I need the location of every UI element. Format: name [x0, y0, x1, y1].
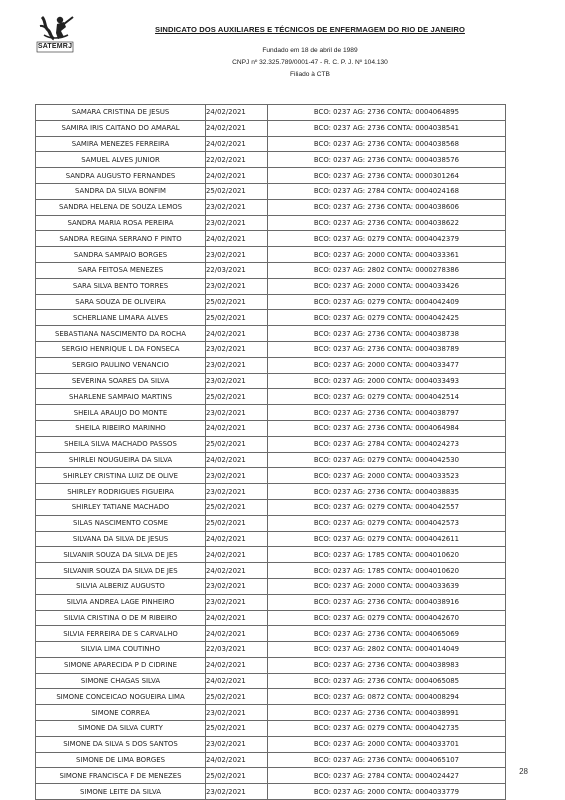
table-row	[36, 673, 506, 689]
table-row	[36, 326, 506, 342]
date-cell: 25/02/2021	[206, 183, 268, 199]
bank-account-cell: BCO: 0237 AG: 2736 CONTA: 0004038738	[268, 326, 506, 342]
bank-account-cell: BCO: 0237 AG: 0279 CONTA: 0004042409	[268, 294, 506, 310]
bank-account-cell: BCO: 0237 AG: 2000 CONTA: 0004033779	[268, 784, 506, 800]
date-cell: 23/02/2021	[206, 341, 268, 357]
member-name-cell: SEBASTIANA NASCIMENTO DA ROCHA	[36, 326, 206, 342]
bank-account-cell: BCO: 0237 AG: 2000 CONTA: 0004033639	[268, 578, 506, 594]
table-body	[36, 105, 506, 800]
member-name-cell: SILVANA DA SILVA DE JESUS	[36, 531, 206, 547]
date-cell: 24/02/2021	[206, 657, 268, 673]
bank-account-cell: BCO: 0237 AG: 2736 CONTA: 0004038916	[268, 594, 506, 610]
member-name-cell: SHEILA SILVA MACHADO PASSOS	[36, 436, 206, 452]
table-row	[36, 610, 506, 626]
table-row	[36, 436, 506, 452]
bank-account-cell: BCO: 0237 AG: 0279 CONTA: 0004042425	[268, 310, 506, 326]
table-row	[36, 578, 506, 594]
bank-account-cell: BCO: 0237 AG: 2784 CONTA: 0004024273	[268, 436, 506, 452]
member-name-cell: SIMONE DE LIMA BORGES	[36, 752, 206, 768]
member-name-cell: SIMONE CHAGAS SILVA	[36, 673, 206, 689]
date-cell: 23/02/2021	[206, 705, 268, 721]
bank-account-cell: BCO: 0237 AG: 0279 CONTA: 0004042514	[268, 389, 506, 405]
table-row	[36, 105, 506, 121]
member-name-cell: SARA SILVA BENTO TORRES	[36, 278, 206, 294]
bank-account-cell: BCO: 0237 AG: 2784 CONTA: 0004024427	[268, 768, 506, 784]
table-row	[36, 373, 506, 389]
date-cell: 23/02/2021	[206, 373, 268, 389]
member-name-cell: SANDRA DA SILVA BONFIM	[36, 183, 206, 199]
member-name-cell: SAMIRA MENEZES FERREIRA	[36, 136, 206, 152]
bank-account-cell: BCO: 0237 AG: 2000 CONTA: 0004033477	[268, 357, 506, 373]
table-row	[36, 721, 506, 737]
member-name-cell: SHIRLEI NOUGUEIRA DA SILVA	[36, 452, 206, 468]
date-cell: 22/03/2021	[206, 262, 268, 278]
member-name-cell: SHARLENE SAMPAIO MARTINS	[36, 389, 206, 405]
logo-text: SATEMRJ	[37, 43, 73, 50]
bank-account-cell: BCO: 0237 AG: 2736 CONTA: 0004038797	[268, 405, 506, 421]
bank-account-cell: BCO: 0237 AG: 2736 CONTA: 0004038541	[268, 120, 506, 136]
date-cell: 25/02/2021	[206, 768, 268, 784]
table-row	[36, 120, 506, 136]
table-row	[36, 468, 506, 484]
bank-account-cell: BCO: 0237 AG: 0279 CONTA: 0004042530	[268, 452, 506, 468]
bank-account-cell: BCO: 0237 AG: 2000 CONTA: 0004033523	[268, 468, 506, 484]
bank-account-cell: BCO: 0237 AG: 2000 CONTA: 0004033701	[268, 736, 506, 752]
table-row	[36, 183, 506, 199]
member-name-cell: SANDRA AUGUSTO FERNANDES	[36, 168, 206, 184]
bank-account-cell: BCO: 0237 AG: 2736 CONTA: 0004038576	[268, 152, 506, 168]
table-row	[36, 752, 506, 768]
bank-account-cell: BCO: 0237 AG: 0279 CONTA: 0004042735	[268, 721, 506, 737]
table-row	[36, 547, 506, 563]
member-name-cell: SILVIA ANDREA LAGE PINHEIRO	[36, 594, 206, 610]
date-cell: 23/02/2021	[206, 594, 268, 610]
table-row	[36, 152, 506, 168]
date-cell: 24/02/2021	[206, 231, 268, 247]
date-cell: 25/02/2021	[206, 515, 268, 531]
table-row	[36, 626, 506, 642]
member-name-cell: SERGIO PAULINO VENANCIO	[36, 357, 206, 373]
bank-account-cell: BCO: 0237 AG: 2736 CONTA: 0000301264	[268, 168, 506, 184]
bank-account-cell: BCO: 0237 AG: 2000 CONTA: 0004033361	[268, 247, 506, 263]
bank-account-cell: BCO: 0237 AG: 2736 CONTA: 0004064984	[268, 420, 506, 436]
bank-account-cell: BCO: 0237 AG: 2736 CONTA: 0004038568	[268, 136, 506, 152]
member-name-cell: SANDRA REGINA SERRANO F PINTO	[36, 231, 206, 247]
table-row	[36, 484, 506, 500]
member-name-cell: SANDRA SAMPAIO BORGES	[36, 247, 206, 263]
member-name-cell: SHIRLEY CRISTINA LUIZ DE OLIVE	[36, 468, 206, 484]
table-row	[36, 215, 506, 231]
bank-account-cell: BCO: 0237 AG: 2736 CONTA: 0004065085	[268, 673, 506, 689]
bank-account-cell: BCO: 0237 AG: 2736 CONTA: 0004038991	[268, 705, 506, 721]
table-row	[36, 168, 506, 184]
member-name-cell: SARA FEITOSA MENEZES	[36, 262, 206, 278]
table-row	[36, 262, 506, 278]
table-row	[36, 389, 506, 405]
member-name-cell: SHIRLEY TATIANE MACHADO	[36, 499, 206, 515]
member-name-cell: SAMARA CRISTINA DE JESUS	[36, 105, 206, 121]
cnpj-registration: CNPJ nº 32.325.789/0001-47 - R. C. P. J. Nº 104.130	[232, 59, 388, 66]
table-row	[36, 499, 506, 515]
date-cell: 25/02/2021	[206, 389, 268, 405]
member-name-cell: SILVIA FERREIRA DE S CARVALHO	[36, 626, 206, 642]
member-name-cell: SAMUEL ALVES JUNIOR	[36, 152, 206, 168]
table-row	[36, 784, 506, 800]
date-cell: 24/02/2021	[206, 326, 268, 342]
member-name-cell: SILVANIR SOUZA DA SILVA DE JES	[36, 547, 206, 563]
table-row	[36, 247, 506, 263]
table-row	[36, 531, 506, 547]
bank-account-cell: BCO: 0237 AG: 2736 CONTA: 0004038622	[268, 215, 506, 231]
bank-account-cell: BCO: 0237 AG: 0872 CONTA: 0004008294	[268, 689, 506, 705]
founding-date: Fundado em 18 de abril de 1989	[262, 47, 358, 54]
date-cell: 23/02/2021	[206, 784, 268, 800]
date-cell: 24/02/2021	[206, 136, 268, 152]
table-row	[36, 405, 506, 421]
bank-account-cell: BCO: 0237 AG: 0279 CONTA: 0004042573	[268, 515, 506, 531]
table-row	[36, 642, 506, 658]
date-cell: 23/02/2021	[206, 484, 268, 500]
member-name-cell: SERGIO HENRIQUE L DA FONSECA	[36, 341, 206, 357]
affiliation: Filiado à CTB	[290, 71, 330, 78]
date-cell: 24/02/2021	[206, 420, 268, 436]
date-cell: 23/02/2021	[206, 405, 268, 421]
table-row	[36, 199, 506, 215]
organization-name: SINDICATO DOS AUXILIARES E TÉCNICOS DE ENFERMAGEM DO RIO DE JANEIRO	[155, 25, 465, 34]
member-name-cell: SILVIA ALBERIZ AUGUSTO	[36, 578, 206, 594]
table-row	[36, 689, 506, 705]
date-cell: 25/02/2021	[206, 310, 268, 326]
date-cell: 23/02/2021	[206, 736, 268, 752]
date-cell: 24/02/2021	[206, 547, 268, 563]
bank-account-cell: BCO: 0237 AG: 2000 CONTA: 0004033493	[268, 373, 506, 389]
date-cell: 24/02/2021	[206, 752, 268, 768]
date-cell: 22/02/2021	[206, 152, 268, 168]
bank-account-cell: BCO: 0237 AG: 0279 CONTA: 0004042611	[268, 531, 506, 547]
member-name-cell: SILVANIR SOUZA DA SILVA DE JES	[36, 563, 206, 579]
bank-account-cell: BCO: 0237 AG: 2736 CONTA: 0004038983	[268, 657, 506, 673]
date-cell: 24/02/2021	[206, 105, 268, 121]
bank-account-cell: BCO: 0237 AG: 0279 CONTA: 0004042557	[268, 499, 506, 515]
date-cell: 24/02/2021	[206, 610, 268, 626]
member-name-cell: SHIRLEY RODRIGUES FIGUEIRA	[36, 484, 206, 500]
table-row	[36, 768, 506, 784]
date-cell: 24/02/2021	[206, 673, 268, 689]
bank-account-cell: BCO: 0237 AG: 2736 CONTA: 0004038606	[268, 199, 506, 215]
date-cell: 24/02/2021	[206, 168, 268, 184]
bank-account-cell: BCO: 0237 AG: 2736 CONTA: 0004064895	[268, 105, 506, 121]
member-name-cell: SIMONE LEITE DA SILVA	[36, 784, 206, 800]
member-name-cell: SARA SOUZA DE OLIVEIRA	[36, 294, 206, 310]
member-name-cell: SIMONE DA SILVA S DOS SANTOS	[36, 736, 206, 752]
member-name-cell: SAMIRA IRIS CAITANO DO AMARAL	[36, 120, 206, 136]
table-row	[36, 452, 506, 468]
table-row	[36, 136, 506, 152]
date-cell: 24/02/2021	[206, 531, 268, 547]
date-cell: 25/02/2021	[206, 689, 268, 705]
bank-account-cell: BCO: 0237 AG: 0279 CONTA: 0004042379	[268, 231, 506, 247]
date-cell: 25/02/2021	[206, 436, 268, 452]
member-name-cell: SHEILA RIBEIRO MARINHO	[36, 420, 206, 436]
table-row	[36, 294, 506, 310]
member-name-cell: SIMONE CONCEICAO NOGUEIRA LIMA	[36, 689, 206, 705]
bank-account-cell: BCO: 0237 AG: 2784 CONTA: 0004024168	[268, 183, 506, 199]
bank-account-cell: BCO: 0237 AG: 2736 CONTA: 0004065107	[268, 752, 506, 768]
bank-account-cell: BCO: 0237 AG: 1785 CONTA: 0004010620	[268, 547, 506, 563]
date-cell: 23/02/2021	[206, 578, 268, 594]
table-row	[36, 594, 506, 610]
date-cell: 23/02/2021	[206, 278, 268, 294]
member-name-cell: SIMONE FRANCISCA F DE MENEZES	[36, 768, 206, 784]
member-name-cell: SEVERINA SOARES DA SILVA	[36, 373, 206, 389]
date-cell: 23/02/2021	[206, 468, 268, 484]
date-cell: 24/02/2021	[206, 452, 268, 468]
member-name-cell: SILVIA LIMA COUTINHO	[36, 642, 206, 658]
bank-account-cell: BCO: 0237 AG: 2736 CONTA: 0004038789	[268, 341, 506, 357]
bank-account-cell: BCO: 0237 AG: 2802 CONTA: 0000278386	[268, 262, 506, 278]
table-row	[36, 278, 506, 294]
member-name-cell: SILAS NASCIMENTO COSME	[36, 515, 206, 531]
member-name-cell: SIMONE DA SILVA CURTY	[36, 721, 206, 737]
date-cell: 23/02/2021	[206, 199, 268, 215]
table-row	[36, 310, 506, 326]
bank-account-cell: BCO: 0237 AG: 0279 CONTA: 0004042670	[268, 610, 506, 626]
member-name-cell: SANDRA HELENA DE SOUZA LEMOS	[36, 199, 206, 215]
table-row	[36, 420, 506, 436]
date-cell: 24/02/2021	[206, 120, 268, 136]
table-row	[36, 657, 506, 673]
date-cell: 23/02/2021	[206, 357, 268, 373]
table-row	[36, 231, 506, 247]
bank-account-cell: BCO: 0237 AG: 2000 CONTA: 0004033426	[268, 278, 506, 294]
table-row	[36, 563, 506, 579]
member-payment-table	[35, 104, 506, 800]
table-row	[36, 341, 506, 357]
member-name-cell: SIMONE APARECIDA P D CIDRINE	[36, 657, 206, 673]
bank-account-cell: BCO: 0237 AG: 2802 CONTA: 0004014049	[268, 642, 506, 658]
bank-account-cell: BCO: 0237 AG: 2736 CONTA: 0004038835	[268, 484, 506, 500]
bank-account-cell: BCO: 0237 AG: 2736 CONTA: 0004065069	[268, 626, 506, 642]
date-cell: 24/02/2021	[206, 563, 268, 579]
table-row	[36, 357, 506, 373]
member-name-cell: SIMONE CORREA	[36, 705, 206, 721]
date-cell: 25/02/2021	[206, 499, 268, 515]
date-cell: 24/02/2021	[206, 626, 268, 642]
table-row	[36, 515, 506, 531]
date-cell: 25/02/2021	[206, 294, 268, 310]
member-name-cell: SILVIA CRISTINA O DE M RIBEIRO	[36, 610, 206, 626]
date-cell: 22/03/2021	[206, 642, 268, 658]
member-name-cell: SHEILA ARAUJO DO MONTE	[36, 405, 206, 421]
date-cell: 23/02/2021	[206, 247, 268, 263]
member-name-cell: SANDRA MARIA ROSA PEREIRA	[36, 215, 206, 231]
date-cell: 23/02/2021	[206, 215, 268, 231]
table-row	[36, 705, 506, 721]
table-row	[36, 736, 506, 752]
page-number: 28	[519, 767, 528, 776]
date-cell: 25/02/2021	[206, 721, 268, 737]
bank-account-cell: BCO: 0237 AG: 1785 CONTA: 0004010620	[268, 563, 506, 579]
member-name-cell: SCHERLIANE LIMARA ALVES	[36, 310, 206, 326]
